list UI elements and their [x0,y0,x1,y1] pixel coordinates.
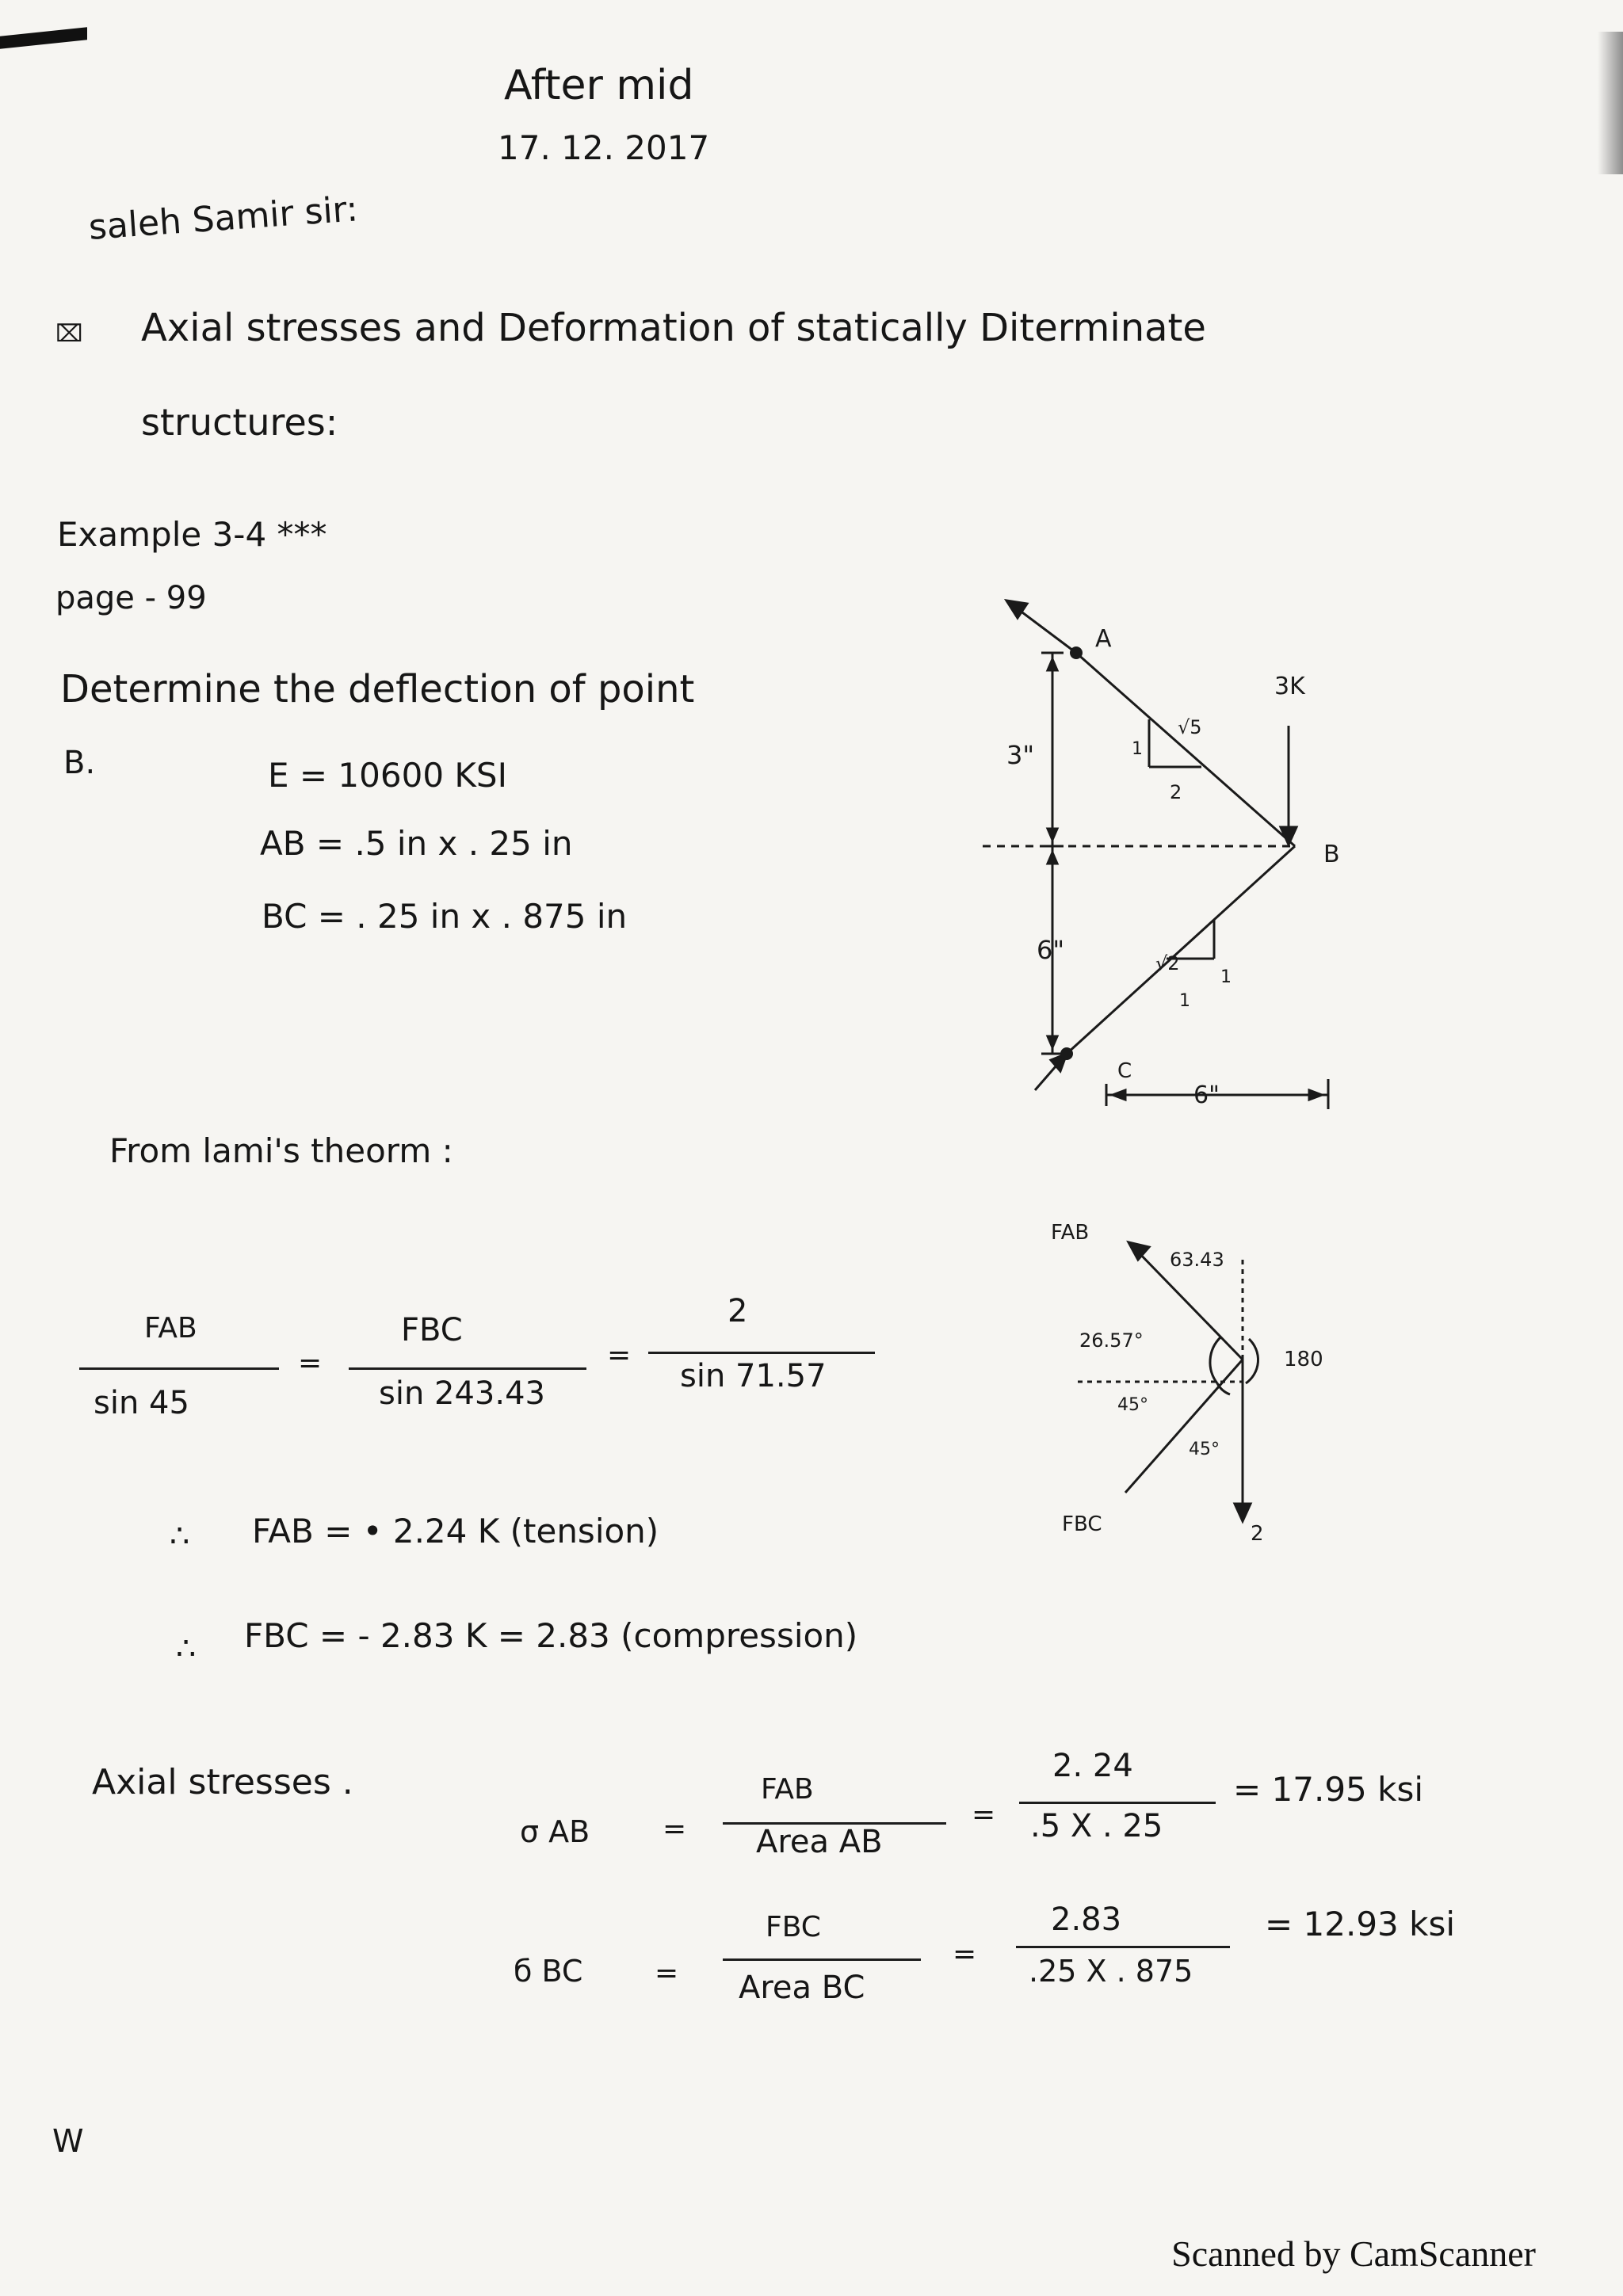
lami-num-1: FAB [144,1312,197,1344]
truss-figure [983,586,1426,1141]
sigma-ab-result: = 17.95 ksi [1233,1770,1424,1809]
force-fab-label: FAB [1051,1221,1090,1245]
axial-heading: Axial stresses . [92,1762,353,1802]
lami-eq-2: = [607,1339,632,1371]
example-page: page - 99 [55,580,207,616]
lami-eq-1: = [298,1347,323,1379]
therefore-2: ∴ [176,1630,197,1667]
load-label: 3K [1274,673,1305,700]
sigma-bc-eq-2: = [953,1938,977,1970]
scribble-bullet-icon: ⌧ [55,320,83,348]
given-AB: AB = .5 in x . 25 in [260,824,573,863]
result-fbc: FBC = - 2.83 K = 2.83 (compression) [244,1616,858,1655]
sigma-ab-den-2: .5 X . 25 [1030,1808,1163,1844]
point-C-label: C [1117,1059,1132,1083]
point-B-label: B [1323,841,1340,868]
sigma-bc-den-2: .25 X . 875 [1029,1954,1193,1989]
sigma-bc-frac-line-2 [1016,1946,1230,1948]
scan-edge-mark [0,27,87,49]
lami-heading: From lami's theorm : [109,1131,453,1170]
dim-bottom-label: 6" [1037,935,1065,965]
camscanner-footer: Scanned by CamScanner [1171,2233,1536,2274]
teacher-name: saleh Samir sir: [87,189,360,248]
topic-line-2: structures: [141,401,338,444]
angle-26-label: 26.57° [1079,1329,1144,1352]
lami-num-3: 2 [727,1293,748,1329]
given-E: E = 10600 KSI [268,756,507,795]
force-load-label: 2 [1251,1522,1264,1546]
result-fab: FAB = • 2.24 K (tension) [252,1512,659,1550]
lami-den-1: sin 45 [94,1385,189,1421]
sigma-ab-eq-2: = [972,1798,996,1831]
sigma-ab-eq: = [663,1813,687,1845]
slope-BC-rise: 1 [1220,967,1232,987]
lami-num-2: FBC [401,1312,463,1348]
scan-edge-shadow [1598,32,1623,174]
sigma-bc-den: Area BC [739,1970,865,2006]
lami-den-2: sin 243.43 [379,1375,545,1412]
lami-frac-line-1 [79,1367,279,1370]
lami-frac-line-2 [349,1367,586,1370]
member-AB [1076,653,1295,846]
page-title: After mid [504,62,694,109]
dim-top-label: 3" [1006,740,1035,770]
corner-mark: W [52,2123,84,2160]
topic-line-1: Axial stresses and Deformation of statically Diterminate [141,306,1206,350]
lami-den-3: sin 71.57 [680,1358,827,1394]
therefore-1: ∴ [170,1518,190,1554]
sigma-bc-frac-line [723,1958,921,1961]
member-BC [1067,846,1295,1054]
angle-45b-label: 45° [1189,1440,1220,1459]
sigma-bc-result: = 12.93 ksi [1265,1905,1456,1943]
slope-AB-run: 2 [1170,781,1182,803]
slope-AB-hyp: √5 [1178,716,1202,738]
angle-63-label: 63.43 [1170,1249,1224,1271]
sigma-bc-eq: = [655,1957,679,1989]
sigma-ab-label: σ AB [520,1814,590,1849]
force-diagram [1030,1204,1363,1553]
page-date: 17. 12. 2017 [498,128,710,167]
angle-45a-label: 45° [1117,1395,1148,1415]
sigma-bc-label: б BC [514,1954,583,1989]
question-line-1: Determine the deflection of point [60,667,695,711]
force-fbc-label: FBC [1062,1512,1102,1536]
dim-horizontal-label: 6" [1193,1081,1220,1109]
sigma-ab-frac-line-2 [1019,1802,1216,1804]
point-A-label: A [1095,625,1112,653]
sigma-ab-num: FAB [761,1773,814,1806]
sigma-bc-num: FBC [766,1911,821,1943]
example-title: Example 3-4 *** [57,515,327,554]
sigma-ab-num-2: 2. 24 [1052,1748,1133,1784]
slope-BC-run: 1 [1179,991,1190,1011]
slope-AB-rise: 1 [1132,739,1143,759]
slope-BC-hyp: √2 [1155,952,1180,974]
given-BC: BC = . 25 in x . 875 in [262,897,628,936]
lami-frac-line-3 [648,1352,875,1354]
sigma-ab-den: Area AB [756,1824,883,1860]
angle-180-label: 180 [1284,1348,1323,1371]
sigma-bc-num-2: 2.83 [1051,1901,1122,1938]
question-line-2: B. [63,745,96,781]
fbc-vector [1125,1360,1243,1493]
